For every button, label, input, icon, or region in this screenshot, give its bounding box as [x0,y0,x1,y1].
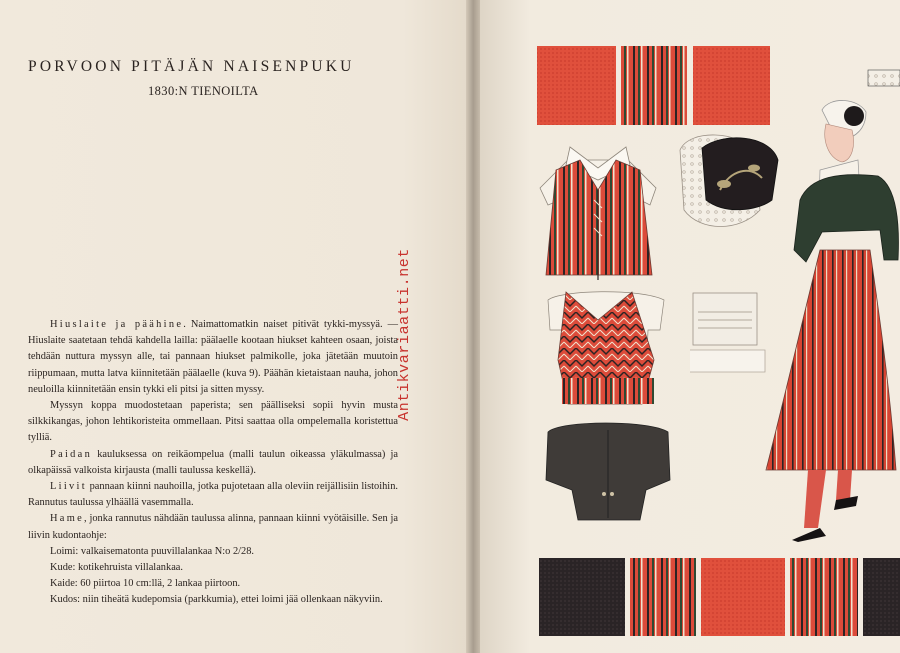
paragraph [28,398,398,447]
back-bodice [548,292,664,404]
paragraph [28,479,398,511]
paragraph-lead: Hiuslaite ja päähine [50,319,184,330]
paragraph-lead: Hame [50,513,85,525]
paragraph [28,317,398,398]
body-text [28,317,398,609]
black-weave-swatch [539,558,625,636]
paragraph [28,511,398,543]
striped-weave-swatch [630,558,696,636]
paragraph-lead: Paidan [50,448,93,460]
instruction-line: Kude: kotikehruista villalankaa. [50,562,184,574]
instruction-line: Loimi: valkaisematonta puuvillalankaa N:o 2/28. [50,545,255,557]
bottom-swatches [539,558,900,636]
black-weave-swatch [863,558,900,636]
striped-weave-swatch [621,46,687,125]
paragraph-text: . Naimattomatkin naiset pitivät tykki-myssyä. — Hiuslaite saatetaan tehdä kahdella lailla: päälaelle kootaan hiukset kahteen osaan, joista tehdään nuttura myssyn alle, tai pannaan hiukset palmikolle, joka jätetään muutoin riippumaan, mutta latva kiinnitetään päälaelle (kuva 9). Päähän kietaistaan nauha, johon neuloilla kiinnitetään ensin tykki eli pitsi ja sitten myssy. [28,319,398,395]
paragraph-text: , jonka rannutus nähdään taulussa alinna, pannaan kiinni vyötäisille. Sen ja liivin kudontaohje: [28,513,398,541]
striped-weave-swatch [790,558,858,636]
red-weave-swatch [537,46,616,125]
red-weave-swatch [693,46,770,125]
paragraph [28,447,398,479]
embroidery-pattern [690,293,765,372]
page-title: PORVOON PITÄJÄN NAISENPUKU [28,58,355,75]
paragraph-text: kauluksessa on reikäompelua (malli taulun oikeassa yläkulmassa) ja olkapäissä valkoista kirjausta (malli taulussa keskellä). [28,448,398,476]
paragraph-text: Myssyn koppa muodostetaan paperista; sen päälliseksi sopii hyvin musta silkkikangas, johon lehtikoristeita ommellaan. Pitsi saattaa olla ompelemalla koristettua tylliä. [28,400,398,444]
red-weave-swatch [701,558,785,636]
pattern-band-swatch [868,70,900,86]
paragraph-text: pannaan kiinni nauhoilla, jotka pujotetaan alla oleviin reijällisiin listoihin. Rannutus taulussa ylhäällä vasemmalla. [28,481,398,509]
instruction-line: Kudos: niin tiheätä kudepomsia (parkkumia), ettei loimi jää ollenkaan näkyviin. [50,594,383,606]
page-subtitle: 1830:N TIENOILTA [148,84,259,98]
watermark: Antikvariaatti.net [396,248,413,421]
instruction-line: Kaide: 60 piirtoa 10 cm:llä, 2 lankaa piirtoon. [50,578,241,590]
paragraph-lead: Liivit [50,481,87,493]
